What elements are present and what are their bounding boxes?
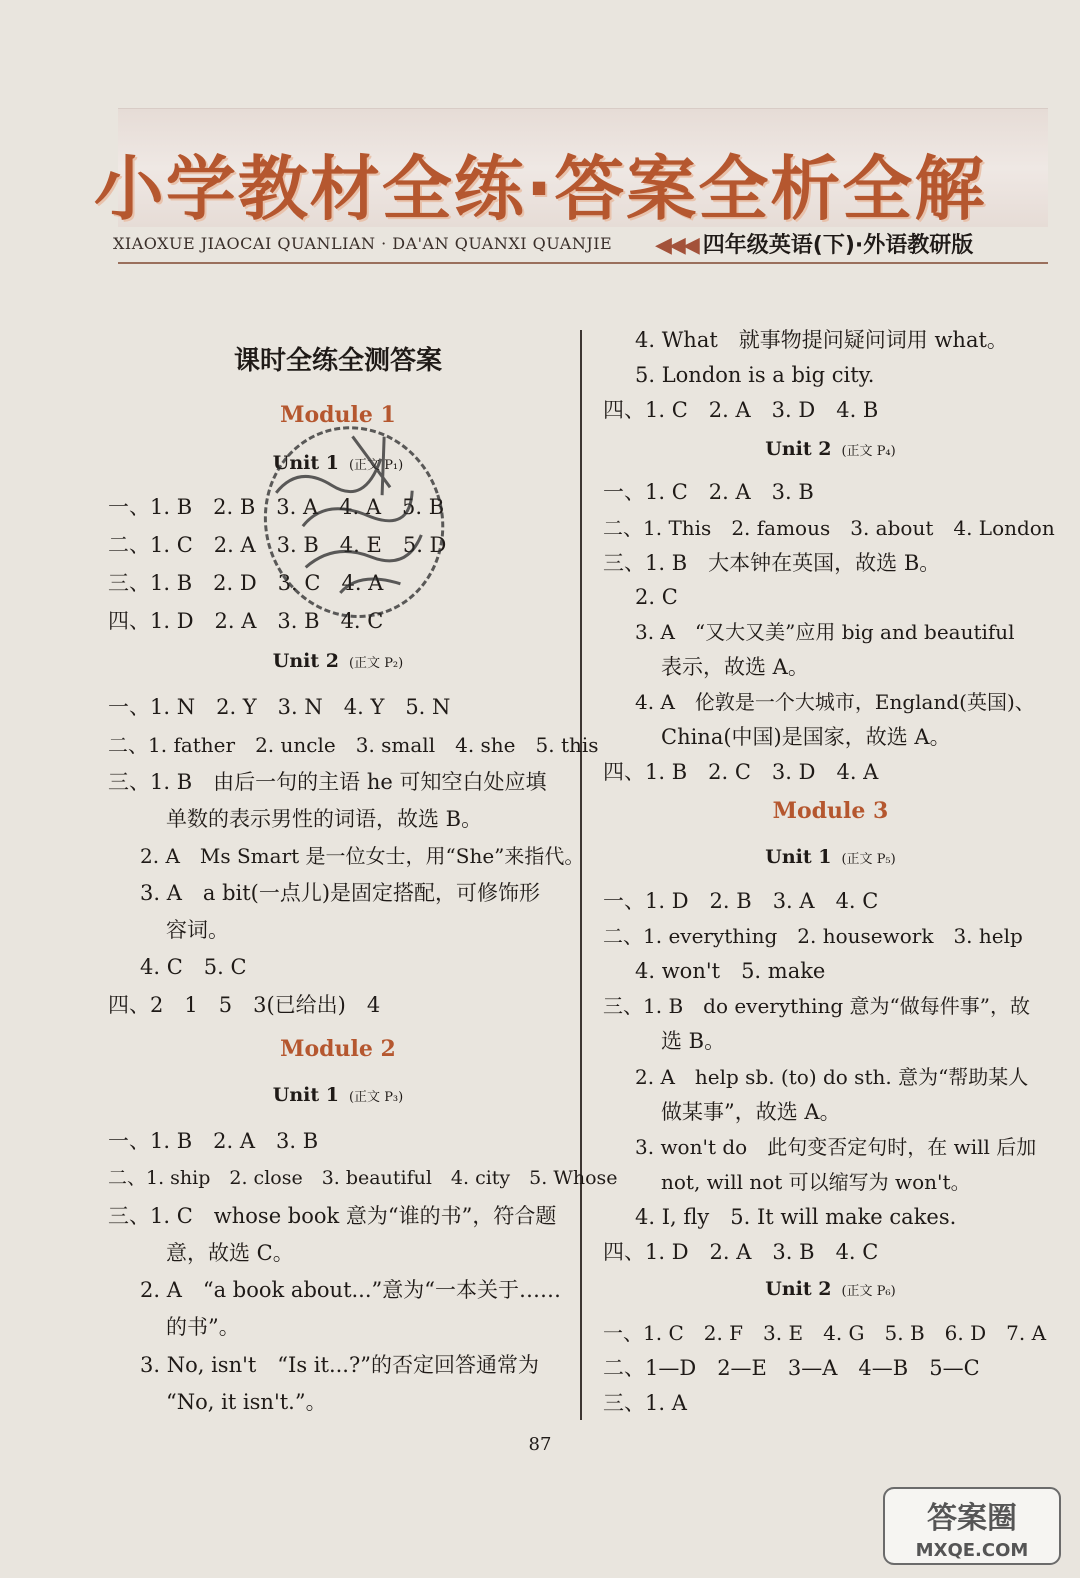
answer-line: 二、1. This 2. famous 3. about 4. London — [603, 516, 1055, 540]
edition-text: 四年级英语(下)·外语教研版 — [702, 233, 974, 258]
answer-line: 的书”。 — [166, 1315, 240, 1339]
answer-line: 一、1. B 2. A 3. B — [108, 1129, 319, 1153]
answer-line: 三、1. B 由后一句的主语 he 可知空白处应填 — [108, 770, 547, 794]
column-divider — [580, 330, 582, 1420]
answer-line: 2. A Ms Smart 是一位女士，用“She”来指代。 — [140, 844, 585, 868]
unit-label: Unit 2 — [272, 650, 339, 672]
answer-line: 5. London is a big city. — [635, 363, 875, 387]
answer-line: 4. A 伦敦是一个大城市，England(英国)、 — [635, 690, 1035, 714]
unit-heading — [603, 438, 1058, 460]
unit-heading — [603, 846, 1058, 868]
answer-line: 二、1. C 2. A 3. B 4. E 5. D — [108, 533, 447, 557]
answer-line: 三、1. A — [603, 1391, 687, 1415]
answer-line: 三、1. C whose book 意为“谁的书”，符合题 — [108, 1204, 557, 1228]
answer-line: 四、1. C 2. A 3. D 4. B — [603, 398, 879, 422]
answer-line: 选 B。 — [661, 1029, 726, 1053]
triple-arrow-icon: ◀◀◀ — [655, 233, 697, 258]
page-header — [0, 0, 1080, 290]
answer-line: 表示，故选 A。 — [661, 655, 809, 679]
answer-line: not, will not 可以缩写为 won't。 — [661, 1170, 971, 1194]
answer-line: 四、1. D 2. A 3. B 4. C — [108, 609, 384, 633]
answer-line: 二、1—D 2—E 3—A 4—B 5—C — [603, 1356, 980, 1380]
watermark-logo — [882, 1486, 1062, 1566]
module-3-heading: Module 3 — [772, 798, 889, 824]
answer-line: 容词。 — [166, 918, 229, 942]
answer-line: 二、1. everything 2. housework 3. help — [603, 924, 1023, 948]
answer-line: “No, it isn't.”。 — [166, 1390, 327, 1414]
answer-line: China(中国)是国家，故选 A。 — [661, 725, 951, 749]
answer-line: 4. C 5. C — [140, 955, 247, 979]
unit-heading — [603, 1278, 1058, 1300]
unit-heading — [108, 1084, 568, 1106]
page-number: 87 — [528, 1434, 552, 1455]
page-ref: (正文 P₂) — [348, 656, 404, 671]
module-2-heading: Module 2 — [280, 1036, 396, 1062]
answer-line: 二、1. father 2. uncle 3. small 4. she 5. this — [108, 733, 599, 757]
answer-line: 2. C — [635, 585, 678, 609]
answer-line: 3. won't do 此句变否定句时，在 will 后加 — [635, 1135, 1037, 1159]
answer-line: 4. I, fly 5. It will make cakes. — [635, 1205, 957, 1229]
answer-line: 一、1. D 2. B 3. A 4. C — [603, 889, 879, 913]
page-ref: (正文 P₃) — [348, 1090, 404, 1105]
answer-line: 一、1. B 2. B 3. A 4. A 5. B — [108, 495, 445, 519]
unit-label: Unit 1 — [272, 452, 339, 474]
answer-line: 一、1. C 2. F 3. E 4. G 5. B 6. D 7. A — [603, 1321, 1047, 1345]
answer-line: 4. What 就事物提问疑问词用 what。 — [635, 328, 1008, 352]
answer-line: 3. A “又大又美”应用 big and beautiful — [635, 620, 1015, 644]
answer-line: 四、2 1 5 3(已给出) 4 — [108, 993, 381, 1017]
header-rule — [118, 262, 1048, 264]
answer-line: 3. No, isn't “Is it...?”的否定回答通常为 — [140, 1353, 539, 1377]
answer-line: 四、1. D 2. A 3. B 4. C — [603, 1240, 879, 1264]
svg-text:答案圈: 答案圈 — [927, 1501, 1017, 1536]
svg-text:MXQE.COM: MXQE.COM — [915, 1540, 1029, 1561]
answer-line: 2. A “a book about...”意为“一本关于…… — [140, 1278, 562, 1302]
answer-line: 一、1. N 2. Y 3. N 4. Y 5. N — [108, 695, 451, 719]
answer-line: 4. won't 5. make — [635, 959, 826, 983]
answer-line: 意，故选 C。 — [166, 1241, 294, 1265]
module-1-heading: Module 1 — [280, 402, 396, 428]
page-ref: (正文 P₆) — [841, 1284, 896, 1299]
page-ref: (正文 P₄) — [841, 444, 896, 459]
answer-line: 二、1. ship 2. close 3. beautiful 4. city 5. Whose — [108, 1167, 618, 1189]
answer-line: 三、1. B 2. D 3. C 4. A — [108, 571, 384, 595]
page-title: 小学教材全练·答案全析全解 — [93, 148, 987, 230]
unit-label: Unit 2 — [765, 438, 832, 460]
answer-line: 3. A a bit(一点儿)是固定搭配，可修饰形 — [140, 881, 541, 905]
answer-line: 四、1. B 2. C 3. D 4. A — [603, 760, 879, 784]
unit-label: Unit 1 — [765, 846, 832, 868]
title-pinyin: XIAOXUE JIAOCAI QUANLIAN · DA'AN QUANXI QUANJIE — [113, 234, 613, 253]
answer-line: 做某事”，故选 A。 — [661, 1100, 841, 1124]
unit-heading — [108, 650, 568, 672]
answer-line: 三、1. B do everything 意为“做每件事”，故 — [603, 994, 1030, 1018]
page-ref: (正文 P₁) — [348, 458, 404, 473]
answer-line: 三、1. B 大本钟在英国，故选 B。 — [603, 551, 941, 575]
page-ref: (正文 P₅) — [841, 852, 896, 867]
answer-line: 2. A help sb. (to) do sth. 意为“帮助某人 — [635, 1065, 1029, 1089]
answer-line: 一、1. C 2. A 3. B — [603, 480, 814, 504]
unit-label: Unit 2 — [765, 1278, 832, 1300]
edition-label — [655, 228, 973, 259]
section-title: 课时全练全测答案 — [233, 346, 442, 376]
unit-label: Unit 1 — [272, 1084, 339, 1106]
answer-line: 单数的表示男性的词语，故选 B。 — [166, 807, 483, 831]
